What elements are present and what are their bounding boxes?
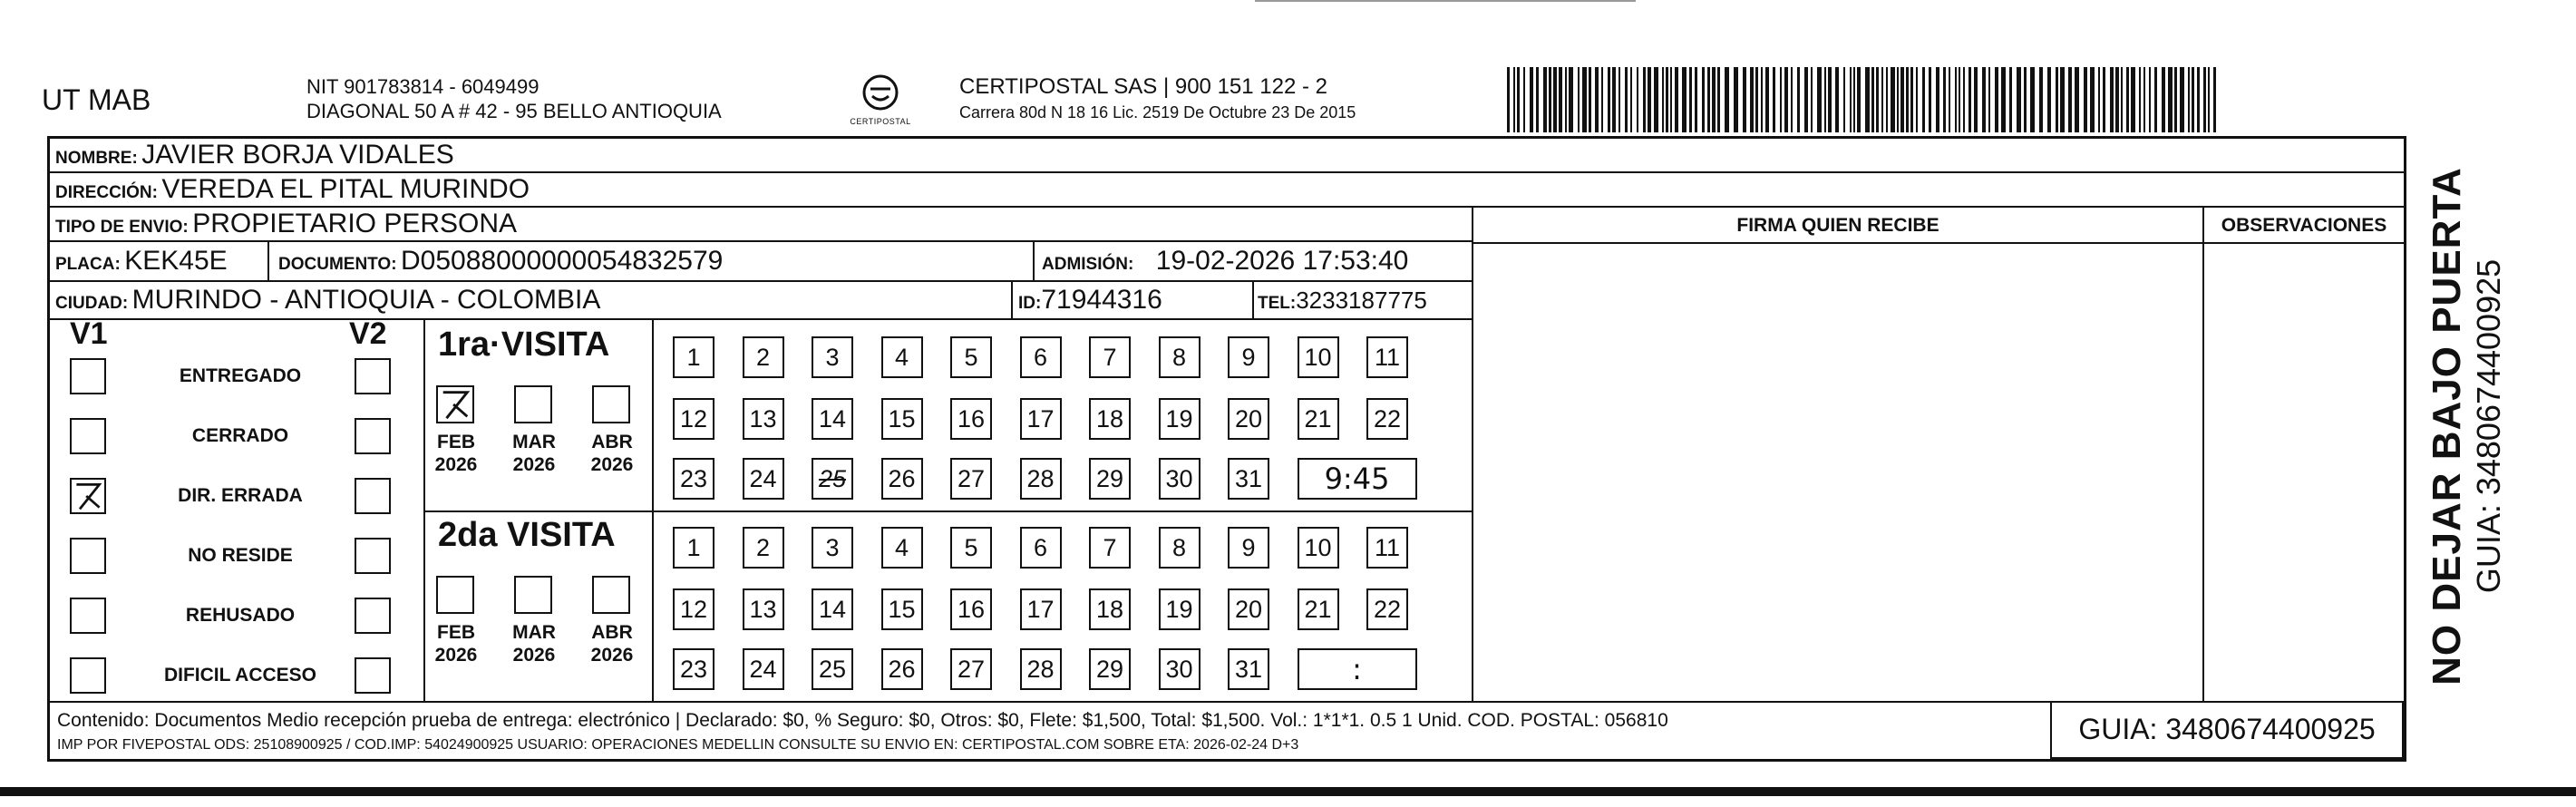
barcode-bar — [2110, 67, 2114, 132]
barcode-bar — [2017, 67, 2021, 132]
day-box[interactable]: 3 — [812, 527, 853, 569]
barcode-bar — [1755, 67, 1758, 132]
barcode-bar — [1828, 67, 1832, 132]
company-info — [306, 74, 722, 123]
plate-value: KEK45E — [124, 246, 228, 276]
company-name: UT MAB — [42, 83, 151, 116]
barcode-bar — [2192, 67, 2194, 132]
side-tracking-number: GUIA: 3480674400925 — [2470, 258, 2507, 594]
address-label: DIRECCIÓN: — [55, 183, 158, 202]
day-box[interactable]: 17 — [1020, 588, 1062, 630]
barcode-bar — [2203, 67, 2206, 132]
first-visit — [423, 320, 1472, 510]
hand-mark-icon — [438, 387, 472, 422]
address-row — [50, 173, 2404, 208]
v2-checkbox[interactable] — [355, 538, 391, 574]
barcode-bar — [1549, 67, 1551, 132]
day-box[interactable]: 20 — [1228, 588, 1269, 630]
day-box[interactable]: 17 — [1020, 398, 1062, 440]
barcode-bar — [1968, 67, 1971, 132]
barcode-bar — [1543, 67, 1547, 132]
barcode-bar — [1612, 67, 1616, 132]
admission-value: 19-02-2026 17:53:40 — [1155, 246, 1409, 276]
day-box[interactable]: 21 — [1298, 588, 1339, 630]
barcode-bar — [1853, 67, 1855, 132]
v2-checkbox[interactable] — [355, 598, 391, 634]
barcode-bar — [2174, 67, 2177, 132]
month-label — [427, 621, 485, 666]
v1-checkbox[interactable] — [70, 657, 106, 694]
barcode-bar — [2180, 67, 2184, 132]
column-header-rule — [1472, 242, 2404, 244]
barcode-bar — [2197, 67, 2200, 132]
plate-row — [50, 242, 1472, 282]
barcode-bar — [1865, 67, 1870, 132]
barcode-bar — [1988, 67, 1990, 132]
status-option-label: NO RESIDE — [188, 545, 293, 566]
day-box[interactable]: 1 — [673, 336, 714, 378]
document-value: D05088000000054832579 — [401, 246, 724, 276]
barcode-bar — [2047, 67, 2051, 132]
month-name: ABR — [591, 622, 633, 643]
month-year: 2026 — [512, 454, 556, 475]
divider — [1033, 242, 1035, 280]
company-address: DIAGONAL 50 A # 42 - 95 BELLO ANTIOQUIA — [306, 100, 722, 122]
signature-header: FIRMA QUIEN RECIBE — [1736, 215, 1939, 236]
barcode-bar — [1857, 67, 1861, 132]
observations-header: OBSERVACIONES — [2221, 215, 2387, 236]
barcode-bar — [2143, 67, 2145, 132]
day-box[interactable]: 13 — [743, 588, 784, 630]
barcode-bar — [1637, 67, 1638, 132]
day-box[interactable]: 29 — [1089, 648, 1131, 690]
barcode-bar — [1517, 67, 1520, 132]
city-field — [55, 282, 600, 323]
day-box[interactable]: 19 — [1159, 398, 1201, 440]
month-label — [427, 431, 485, 476]
barcode-bar — [2090, 67, 2095, 132]
day-box[interactable]: 4 — [881, 527, 923, 569]
barcode-bar — [2001, 67, 2006, 132]
carrier-address: Carrera 80d N 18 16 Lic. 2519 De Octubre 23 De 2015 — [959, 103, 1356, 122]
month-checkbox[interactable] — [436, 385, 474, 423]
day-box[interactable]: 6 — [1020, 527, 1062, 569]
type-label: TIPO DE ENVIO: — [55, 218, 189, 237]
bottom-rule — [0, 787, 2576, 796]
barcode-bar — [1876, 67, 1879, 132]
status-option-label: REHUSADO — [185, 605, 296, 626]
barcode-bar — [1922, 67, 1925, 132]
barcode-bar — [1582, 67, 1587, 132]
v1-checkbox[interactable] — [70, 598, 106, 634]
barcode-bar — [1643, 67, 1646, 132]
day-box[interactable]: 22 — [1366, 588, 1408, 630]
v1-checkbox[interactable] — [70, 418, 106, 454]
month-year: 2026 — [512, 645, 556, 666]
divider — [1252, 282, 1254, 318]
month-name: FEB — [437, 622, 475, 643]
barcode-bar — [2213, 67, 2216, 132]
content-summary: Contenido: Documentos Medio recepción prueba de entrega: electrónico | Declarado: $0, % Seguro: $0, Otros: $0, Flete: $1,500, Total: $1,500. Vol.: 1*1*1. 0.5 1 Unid. COD. POSTAL: 056810 — [57, 710, 1668, 731]
barcode-bar — [1595, 67, 1599, 132]
day-box[interactable]: 26 — [881, 648, 923, 690]
barcode-bar — [1897, 67, 1899, 132]
barcode-bar — [1936, 67, 1939, 132]
barcode-bar — [1662, 67, 1664, 132]
barcode-bar — [1995, 67, 1998, 132]
carrier-info — [959, 74, 1356, 122]
barcode-bar — [1817, 67, 1822, 132]
day-box[interactable]: 3 — [812, 336, 853, 378]
barcode-bar — [1559, 67, 1562, 132]
barcode-bar — [2009, 67, 2012, 132]
day-box[interactable]: 24 — [743, 458, 784, 500]
day-box[interactable]: 23 — [673, 458, 714, 500]
barcode-bar — [2139, 67, 2141, 132]
month-year: 2026 — [434, 454, 478, 475]
day-box[interactable]: 6 — [1020, 336, 1062, 378]
barcode-bar — [1773, 67, 1775, 132]
name-row — [50, 139, 2404, 173]
barcode-bar — [2084, 67, 2087, 132]
barcode-bar — [1530, 67, 1533, 132]
v1-checkbox[interactable] — [70, 478, 106, 514]
barcode-bar — [2060, 67, 2065, 132]
barcode-bar — [1648, 67, 1651, 132]
type-row — [50, 208, 1472, 242]
barcode-bar — [2103, 67, 2105, 132]
carrier-logo-text: CERTIPOSTAL — [850, 117, 911, 126]
barcode-bar — [1569, 67, 1573, 132]
plate-field — [55, 242, 228, 285]
day-box[interactable]: 12 — [673, 588, 714, 630]
barcode-bar — [1900, 67, 1904, 132]
month-checkbox[interactable] — [514, 385, 552, 423]
day-box[interactable]: 10 — [1298, 336, 1339, 378]
status-option-label: CERRADO — [191, 425, 289, 446]
barcode-bar — [1625, 67, 1628, 132]
barcode-bar — [2208, 67, 2210, 132]
barcode-bar — [1536, 67, 1539, 132]
v2-checkbox[interactable] — [355, 657, 391, 694]
barcode-bar — [2030, 67, 2035, 132]
day-box[interactable]: 14 — [812, 398, 853, 440]
v1-checkbox[interactable] — [70, 538, 106, 574]
barcode-bar — [1910, 67, 1913, 132]
month-label — [583, 431, 641, 476]
barcode-bar — [1881, 67, 1883, 132]
tel-value: 3233187775 — [1296, 287, 1427, 314]
day-box[interactable]: 10 — [1298, 527, 1339, 569]
month-year: 2026 — [590, 454, 634, 475]
carrier-logo — [843, 73, 918, 136]
day-box[interactable]: 2 — [743, 336, 784, 378]
day-box[interactable]: 4 — [881, 336, 923, 378]
day-box[interactable]: 16 — [950, 398, 992, 440]
barcode-bar — [1886, 67, 1888, 132]
barcode-bar — [1725, 67, 1729, 132]
carrier-name: CERTIPOSTAL SAS | 900 151 122 - 2 — [959, 74, 1327, 99]
id-field — [1018, 282, 1162, 323]
barcode-bar — [1850, 67, 1852, 132]
barcode-bar — [1797, 67, 1800, 132]
visit-title: 2da VISITA — [438, 516, 616, 554]
status-option-label: DIFICIL ACCESO — [163, 665, 316, 685]
top-rule — [1255, 0, 1636, 2]
v2-checkbox[interactable] — [355, 418, 391, 454]
barcode-bar — [1682, 67, 1687, 132]
barcode-bar — [2056, 67, 2058, 132]
month-checkbox[interactable] — [592, 576, 630, 614]
barcode-bar — [1601, 67, 1603, 132]
month-checkbox[interactable] — [514, 576, 552, 614]
hand-mark-icon — [72, 480, 104, 512]
barcode-bar — [1949, 67, 1950, 132]
barcode-bar — [2068, 67, 2072, 132]
barcode-bar — [1943, 67, 1946, 132]
barcode-bar — [1871, 67, 1874, 132]
barcode-bar — [2168, 67, 2173, 132]
day-box[interactable]: 16 — [950, 588, 992, 630]
v2-header: V2 — [349, 316, 387, 351]
barcode-bar — [1553, 67, 1557, 132]
id-label: ID: — [1018, 294, 1042, 313]
barcode-bar — [1513, 67, 1515, 132]
barcode-bar — [2162, 67, 2165, 132]
barcode-bar — [1811, 67, 1813, 132]
barcode-bar — [2115, 67, 2119, 132]
day-box[interactable]: 31 — [1228, 648, 1269, 690]
barcode-bar — [1929, 67, 1931, 132]
admission-label: ADMISIÓN: — [1042, 255, 1134, 274]
delivery-form — [47, 136, 2406, 762]
day-box[interactable]: 15 — [881, 588, 923, 630]
name-label: NOMBRE: — [55, 149, 138, 168]
barcode-bar — [1916, 67, 1918, 132]
name-value: JAVIER BORJA VIDALES — [141, 140, 454, 170]
barcode-bar — [2126, 67, 2129, 132]
day-box[interactable]: 11 — [1366, 527, 1408, 569]
barcode-bar — [2098, 67, 2100, 132]
month-label — [583, 621, 641, 666]
barcode-bar — [2131, 67, 2135, 132]
barcode-bar — [1523, 67, 1525, 132]
day-box[interactable]: 26 — [881, 458, 923, 500]
day-box[interactable]: 30 — [1159, 648, 1201, 690]
day-box[interactable]: 28 — [1020, 458, 1062, 500]
tel-label: TEL: — [1258, 294, 1297, 313]
day-box[interactable]: 7 — [1089, 527, 1131, 569]
barcode-bar — [1695, 67, 1697, 132]
day-box[interactable]: 22 — [1366, 398, 1408, 440]
second-visit — [423, 510, 1472, 701]
v1-header: V1 — [70, 316, 108, 351]
delivery-status-block — [50, 316, 423, 701]
day-box[interactable]: 31 — [1228, 458, 1269, 500]
plate-label: PLACA: — [55, 255, 121, 274]
barcode-bar — [1963, 67, 1965, 132]
company-nit: NIT 901783814 - 6049499 — [306, 75, 540, 98]
day-box[interactable]: 11 — [1366, 336, 1408, 378]
day-box[interactable]: 14 — [812, 588, 853, 630]
day-box[interactable]: 24 — [743, 648, 784, 690]
barcode-bar — [2075, 67, 2079, 132]
barcode-bar — [1666, 67, 1668, 132]
month-name: ABR — [591, 432, 633, 452]
barcode-bar — [1761, 67, 1763, 132]
barcode-bar — [1824, 67, 1826, 132]
visit-title: 1ra·VISITA — [438, 326, 610, 364]
barcode-bar — [1507, 67, 1510, 132]
barcode-bar — [1804, 67, 1808, 132]
barcode-bar — [1589, 67, 1591, 132]
month-checkbox[interactable] — [436, 576, 474, 614]
day-box[interactable]: 15 — [881, 398, 923, 440]
barcode-bar — [2149, 67, 2151, 132]
month-name: FEB — [437, 432, 475, 452]
barcode-bar — [1734, 67, 1738, 132]
barcode-bar — [2154, 67, 2157, 132]
barcode-bar — [1608, 67, 1610, 132]
side-notice — [2425, 154, 2508, 698]
barcode-bar — [1891, 67, 1895, 132]
day-box[interactable]: 13 — [743, 398, 784, 440]
tracking-number-box: GUIA: 3480674400925 — [2050, 701, 2404, 759]
type-value: PROPIETARIO PERSONA — [192, 209, 518, 238]
v2-checkbox[interactable] — [355, 358, 391, 394]
day-box[interactable]: 9 — [1228, 527, 1269, 569]
barcode — [1507, 67, 2221, 132]
city-value: MURINDO - ANTIOQUIA - COLOMBIA — [131, 285, 601, 315]
document-label: DOCUMENTO: — [278, 255, 397, 274]
barcode-bar — [1630, 67, 1632, 132]
barcode-bar — [2121, 67, 2123, 132]
barcode-bar — [1835, 67, 1839, 132]
barcode-bar — [1654, 67, 1658, 132]
print-info: IMP POR FIVEPOSTAL ODS: 25108900925 / COD.IMP: 54024900925 USUARIO: OPERACIONES MEDELLIN CONSULTE SU ENVIO EN: CERTIPOSTAL.COM SOBRE ETA: 2026-02-24 D+3 — [57, 737, 1299, 753]
day-box[interactable]: 18 — [1089, 588, 1131, 630]
signature-column-divider — [1472, 208, 1473, 701]
no-under-door-notice: NO DEJAR BAJO PUERTA — [2425, 167, 2469, 685]
status-option-label: ENTREGADO — [179, 365, 302, 386]
barcode-bar — [1784, 67, 1788, 132]
barcode-bar — [1843, 67, 1845, 132]
day-box[interactable]: 27 — [950, 458, 992, 500]
city-row — [50, 282, 1472, 320]
day-box[interactable]: 30 — [1159, 458, 1201, 500]
barcode-bar — [1791, 67, 1793, 132]
barcode-bar — [1750, 67, 1754, 132]
barcode-bar — [1974, 67, 1978, 132]
day-box[interactable]: 21 — [1298, 398, 1339, 440]
status-option-label: DIR. ERRADA — [178, 485, 303, 506]
day-box[interactable]: 23 — [673, 648, 714, 690]
tel-field — [1258, 282, 1427, 323]
barcode-bar — [1717, 67, 1720, 132]
day-box[interactable]: 2 — [743, 527, 784, 569]
id-value: 71944316 — [1041, 285, 1162, 315]
barcode-bar — [1689, 67, 1692, 132]
day-box[interactable]: 9 — [1228, 336, 1269, 378]
admission-field — [1042, 242, 1408, 285]
month-year: 2026 — [590, 645, 634, 666]
city-label: CIUDAD: — [55, 294, 129, 313]
barcode-bar — [2188, 67, 2190, 132]
divider — [267, 242, 269, 280]
month-checkbox[interactable] — [592, 385, 630, 423]
day-box[interactable]: 12 — [673, 398, 714, 440]
day-box[interactable]: 8 — [1159, 336, 1201, 378]
day-box[interactable]: 29 — [1089, 458, 1131, 500]
day-box[interactable]: 20 — [1228, 398, 1269, 440]
barcode-bar — [1906, 67, 1909, 132]
day-box[interactable]: 25 — [812, 458, 853, 500]
barcode-bar — [1619, 67, 1620, 132]
barcode-bar — [1712, 67, 1716, 132]
day-box[interactable]: 25 — [812, 648, 853, 690]
barcode-bar — [1702, 67, 1705, 132]
carrier-logo-icon — [860, 73, 900, 112]
observations-column-divider — [2202, 208, 2204, 701]
day-box[interactable]: 5 — [950, 336, 992, 378]
barcode-bar — [1578, 67, 1580, 132]
day-box[interactable]: 19 — [1159, 588, 1201, 630]
day-box[interactable]: 8 — [1159, 527, 1201, 569]
day-box[interactable]: 18 — [1089, 398, 1131, 440]
month-year: 2026 — [434, 645, 478, 666]
v1-checkbox[interactable] — [70, 358, 106, 394]
barcode-bar — [1675, 67, 1678, 132]
divider — [1011, 282, 1013, 318]
address-value: VEREDA EL PITAL MURINDO — [161, 174, 530, 204]
month-label — [505, 621, 563, 666]
day-box[interactable]: 1 — [673, 527, 714, 569]
barcode-bar — [1955, 67, 1957, 132]
barcode-bar — [1765, 67, 1769, 132]
barcode-bar — [1670, 67, 1672, 132]
day-box[interactable]: 28 — [1020, 648, 1062, 690]
document-field — [278, 242, 723, 285]
barcode-bar — [1707, 67, 1710, 132]
visit-time-box[interactable]: 9:45 — [1298, 458, 1417, 500]
v2-checkbox[interactable] — [355, 478, 391, 514]
month-name: MAR — [512, 432, 556, 452]
day-box[interactable]: 27 — [950, 648, 992, 690]
visit-time-box[interactable]: : — [1298, 648, 1417, 690]
day-box[interactable]: 7 — [1089, 336, 1131, 378]
barcode-bar — [1743, 67, 1746, 132]
barcode-bar — [1982, 67, 1986, 132]
day-box[interactable]: 5 — [950, 527, 992, 569]
barcode-bar — [2039, 67, 2043, 132]
barcode-bar — [1959, 67, 1960, 132]
month-label — [505, 431, 563, 476]
barcode-bar — [2024, 67, 2027, 132]
barcode-bar — [1565, 67, 1567, 132]
month-name: MAR — [512, 622, 556, 643]
barcode-bar — [1780, 67, 1782, 132]
